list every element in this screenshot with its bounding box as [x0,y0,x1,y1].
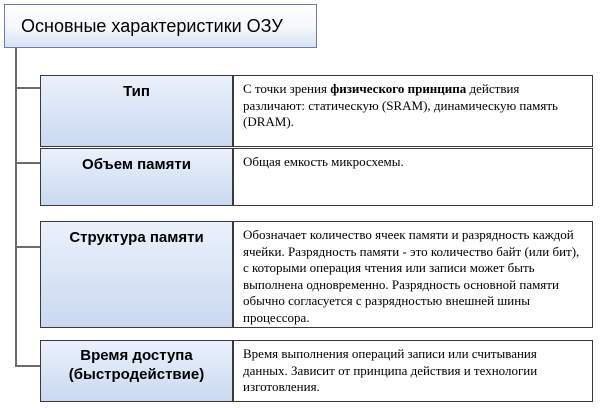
desc-structure: Обозначает количество ячеек памяти и разрядность каждой ячейки. Разрядность памяти - это количество байт (или бит), с которыми операция чтения или записи может быть выполнена одновременно. Разрядность основной памяти обычно согласуется с разрядностью внешней шины процессора. [233,221,593,328]
connector-branch-volume [15,162,40,164]
label-access-time-line2: (быстродействие) [68,366,205,383]
diagram-title: Основные характеристики ОЗУ [4,4,317,48]
connector-branch-type [15,87,40,89]
connector-branch-structure [15,246,40,248]
label-access-time [40,340,233,402]
label-volume: Объем памяти [40,148,233,206]
desc-access-time: Время выполнения операций записи или считывания данных. Зависит от принципа действия и технологии изготовления. [233,340,593,402]
desc-type-after: действия различают: статическую (SRAM), динамическую память (DRAM). [243,81,558,129]
desc-type [233,75,593,147]
connector-trunk [15,48,17,366]
label-type: Тип [40,75,233,147]
connector-branch-access-time [15,365,40,367]
label-structure: Структура памяти [40,221,233,328]
desc-type-before: С точки зрения [243,81,331,96]
desc-volume: Общая емкость микросхемы. [233,148,593,206]
label-access-time-line1: Время доступа [80,347,193,364]
desc-type-bold: физического принципа [330,81,467,96]
